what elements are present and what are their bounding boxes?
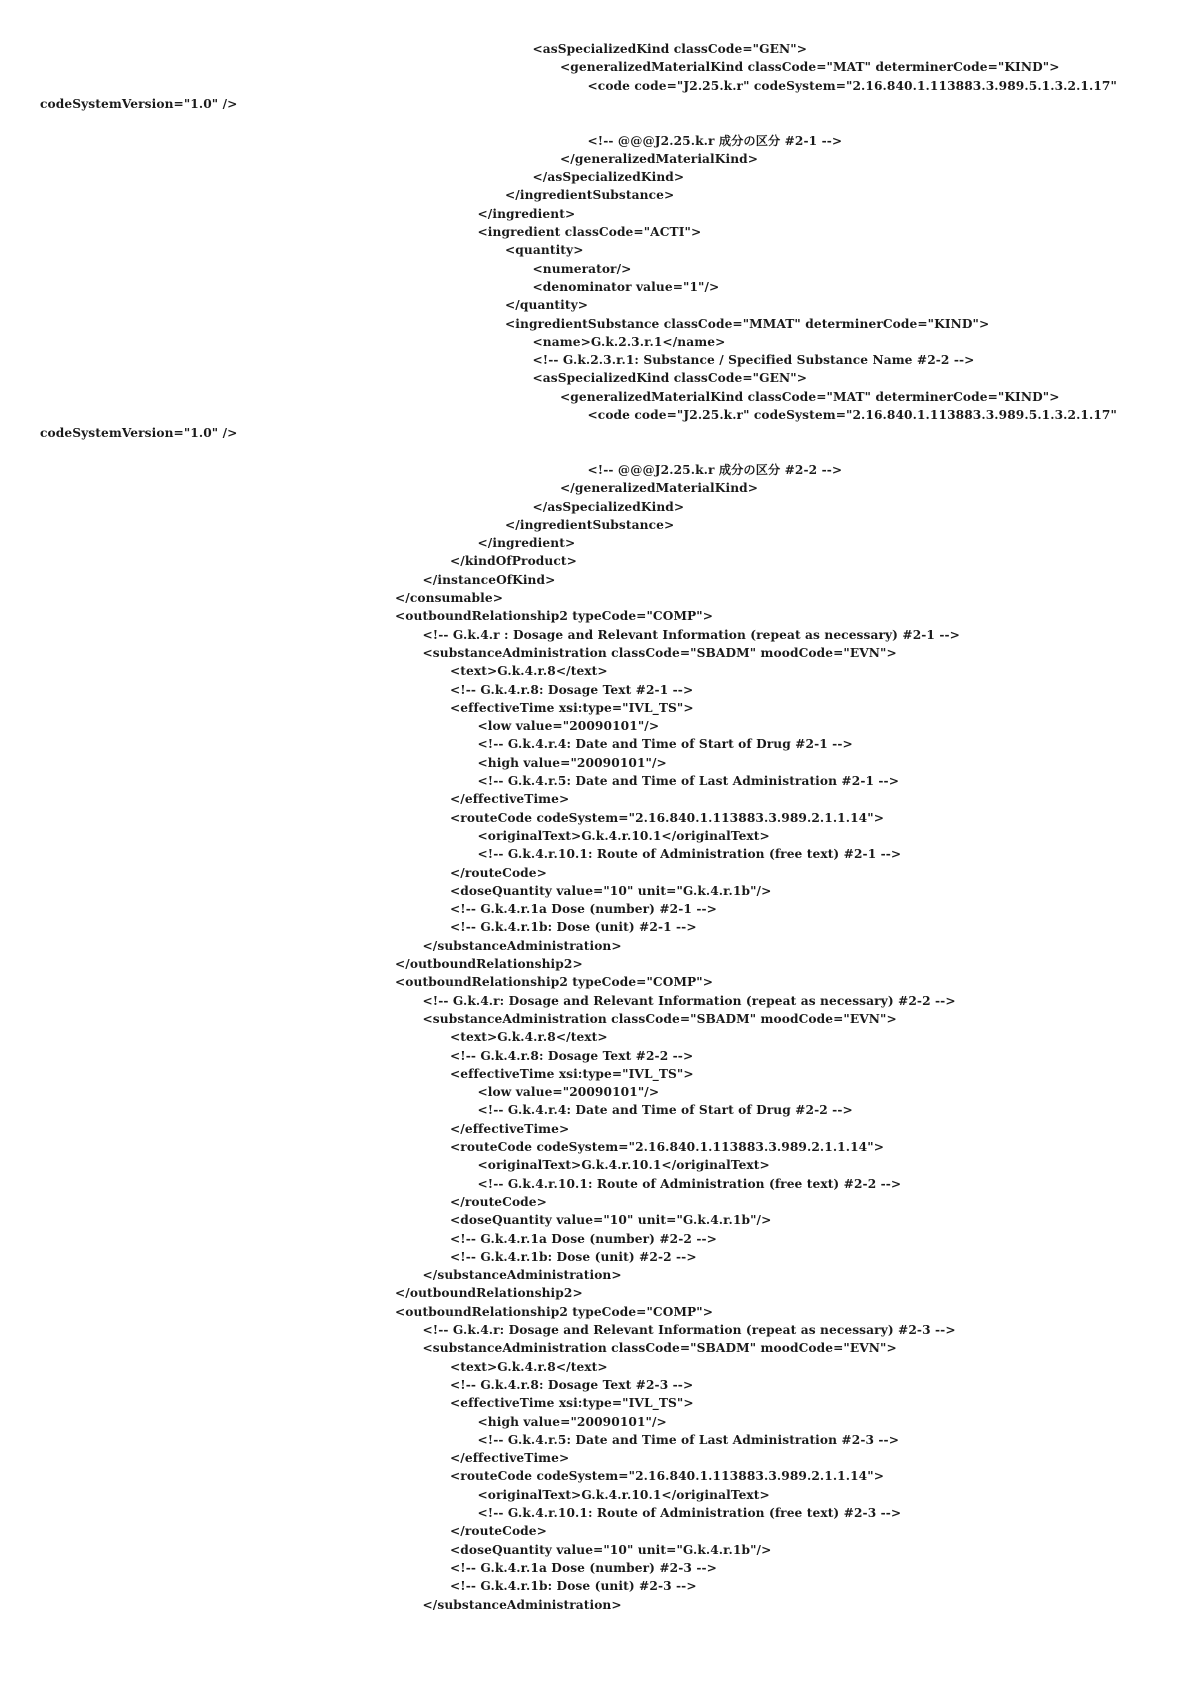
code-line: </generalizedMaterialKind> [560, 151, 759, 166]
code-line: <!-- G.k.4.r : Dosage and Relevant Information (repeat as necessary) #2-1 --> [422, 627, 960, 642]
code-line: <ingredientSubstance classCode="MMAT" determinerCode="KIND"> [505, 316, 990, 331]
code-line: <numerator/> [532, 261, 632, 276]
code-line: <doseQuantity value="10" unit="G.k.4.r.1b"/> [450, 1213, 772, 1228]
code-line: </routeCode> [450, 1194, 547, 1209]
code-line: <originalText>G.k.4.r.10.1</originalText> [477, 1487, 770, 1502]
code-line: </asSpecializedKind> [532, 499, 685, 514]
code-line: <asSpecializedKind classCode="GEN"> [532, 42, 808, 56]
code-line: </ingredientSubstance> [505, 188, 675, 203]
code-line: <low value="20090101"/> [477, 1085, 660, 1100]
code-line: </generalizedMaterialKind> [560, 481, 759, 496]
code-line: <name>G.k.2.3.r.1</name> [532, 334, 726, 349]
code-line: <effectiveTime xsi:type="IVL_TS"> [450, 700, 694, 715]
code-line: </outboundRelationship2> [395, 1286, 583, 1301]
code-line: </asSpecializedKind> [532, 170, 685, 185]
code-line: <text>G.k.4.r.8</text> [450, 1030, 608, 1045]
code-line: <substanceAdministration classCode="SBADM" moodCode="EVN"> [422, 645, 897, 660]
code-line: <!-- G.k.4.r.4: Date and Time of Start of Drug #2-2 --> [477, 1103, 853, 1118]
code-line: </kindOfProduct> [450, 554, 577, 569]
code-line: <!-- G.k.4.r.1b: Dose (unit) #2-2 --> [450, 1249, 697, 1264]
code-line: <!-- G.k.4.r.1a Dose (number) #2-3 --> [450, 1560, 717, 1575]
code-line: <!-- G.k.4.r.5: Date and Time of Last Administration #2-3 --> [477, 1432, 900, 1447]
code-line: </substanceAdministration> [422, 1268, 622, 1283]
code-line: <text>G.k.4.r.8</text> [450, 1359, 608, 1374]
code-line: <originalText>G.k.4.r.10.1</originalText> [477, 828, 770, 843]
code-line: </ingredient> [477, 206, 576, 221]
code-line: <!-- G.k.4.r.1a Dose (number) #2-1 --> [450, 902, 717, 917]
code-line: <!-- G.k.4.r.10.1: Route of Administration (free text) #2-3 --> [477, 1506, 902, 1520]
code-line: <!-- G.k.4.r.8: Dosage Text #2-3 --> [450, 1377, 694, 1392]
code-line: <routeCode codeSystem="2.16.840.1.113883.3.989.2.1.1.14"> [450, 1140, 885, 1154]
code-line: <text>G.k.4.r.8</text> [450, 664, 608, 679]
code-line: </consumable> [395, 591, 504, 605]
code-line: <ingredient classCode="ACTI"> [477, 225, 702, 239]
code-line: <code code="J2.25.k.r" codeSystem="2.16.840.1.113883.3.989.5.1.3.2.1.17" [587, 408, 1117, 422]
code-line: <originalText>G.k.4.r.10.1</originalText> [477, 1158, 770, 1173]
code-line: <!-- G.k.4.r.4: Date and Time of Start of Drug #2-1 --> [477, 737, 853, 752]
code-line: <!-- @@@J2.25.k.r 成分の区分 #2-2 --> [587, 462, 843, 477]
code-line: <!-- G.k.4.r: Dosage and Relevant Information (repeat as necessary) #2-3 --> [422, 1323, 956, 1337]
code-line: </effectiveTime> [450, 1451, 570, 1466]
code-line: <doseQuantity value="10" unit="G.k.4.r.1b"/> [450, 1542, 772, 1557]
code-line: <outboundRelationship2 typeCode="COMP"> [395, 1304, 714, 1319]
code-line: <!-- G.k.4.r.8: Dosage Text #2-2 --> [450, 1048, 694, 1063]
code-line: </routeCode> [450, 1524, 547, 1539]
code-line: <!-- G.k.2.3.r.1: Substance / Specified Substance Name #2-2 --> [532, 353, 975, 368]
wrapped-code-line: codeSystemVersion="1.0" /> [40, 96, 238, 111]
wrapped-code-line: codeSystemVersion="1.0" /> [40, 426, 238, 441]
code-line: <outboundRelationship2 typeCode="COMP"> [395, 975, 714, 990]
code-line: </ingredient> [477, 536, 576, 551]
code-line: <!-- G.k.4.r.1b: Dose (unit) #2-1 --> [450, 920, 697, 935]
code-line: </instanceOfKind> [422, 572, 556, 587]
xml-code-listing [40, 40, 1170, 1612]
code-line: <!-- G.k.4.r.10.1: Route of Administration (free text) #2-1 --> [477, 847, 902, 862]
code-line: </substanceAdministration> [422, 938, 622, 953]
code-line: <routeCode codeSystem="2.16.840.1.113883.3.989.2.1.1.14"> [450, 1469, 885, 1484]
code-line: <!-- G.k.4.r.10.1: Route of Administration (free text) #2-2 --> [477, 1176, 902, 1191]
code-line: <quantity> [505, 243, 584, 258]
code-line: <!-- @@@J2.25.k.r 成分の区分 #2-1 --> [587, 133, 843, 148]
code-line: <low value="20090101"/> [477, 719, 660, 734]
code-line: <asSpecializedKind classCode="GEN"> [532, 371, 808, 386]
code-line: </effectiveTime> [450, 792, 570, 807]
code-line: </quantity> [505, 298, 589, 313]
code-line: </substanceAdministration> [422, 1597, 622, 1612]
code-line: <high value="20090101"/> [477, 755, 667, 770]
code-line: </effectiveTime> [450, 1121, 570, 1136]
code-line: <substanceAdministration classCode="SBADM" moodCode="EVN"> [422, 1011, 897, 1026]
code-line: <!-- G.k.4.r.8: Dosage Text #2-1 --> [450, 682, 694, 697]
code-line: </routeCode> [450, 865, 547, 880]
code-line: <!-- G.k.4.r.1a Dose (number) #2-2 --> [450, 1231, 717, 1246]
code-line: <routeCode codeSystem="2.16.840.1.113883.3.989.2.1.1.14"> [450, 810, 885, 825]
code-line: <generalizedMaterialKind classCode="MAT" determinerCode="KIND"> [560, 60, 1060, 75]
code-line: </outboundRelationship2> [395, 957, 583, 971]
code-line: <!-- G.k.4.r: Dosage and Relevant Information (repeat as necessary) #2-2 --> [422, 993, 956, 1008]
code-line: <outboundRelationship2 typeCode="COMP"> [395, 609, 714, 624]
code-line: </ingredientSubstance> [505, 517, 675, 532]
code-line: <substanceAdministration classCode="SBADM" moodCode="EVN"> [422, 1341, 897, 1356]
code-line: <denominator value="1"/> [532, 279, 720, 294]
code-line: <code code="J2.25.k.r" codeSystem="2.16.840.1.113883.3.989.5.1.3.2.1.17" [587, 78, 1117, 93]
code-line: <effectiveTime xsi:type="IVL_TS"> [450, 1066, 694, 1081]
code-line: <!-- G.k.4.r.1b: Dose (unit) #2-3 --> [450, 1579, 697, 1594]
code-line: <effectiveTime xsi:type="IVL_TS"> [450, 1396, 694, 1411]
code-line: <!-- G.k.4.r.5: Date and Time of Last Administration #2-1 --> [477, 774, 900, 788]
code-line: <high value="20090101"/> [477, 1414, 667, 1429]
code-line: <doseQuantity value="10" unit="G.k.4.r.1b"/> [450, 883, 772, 898]
code-line: <generalizedMaterialKind classCode="MAT" determinerCode="KIND"> [560, 389, 1060, 404]
